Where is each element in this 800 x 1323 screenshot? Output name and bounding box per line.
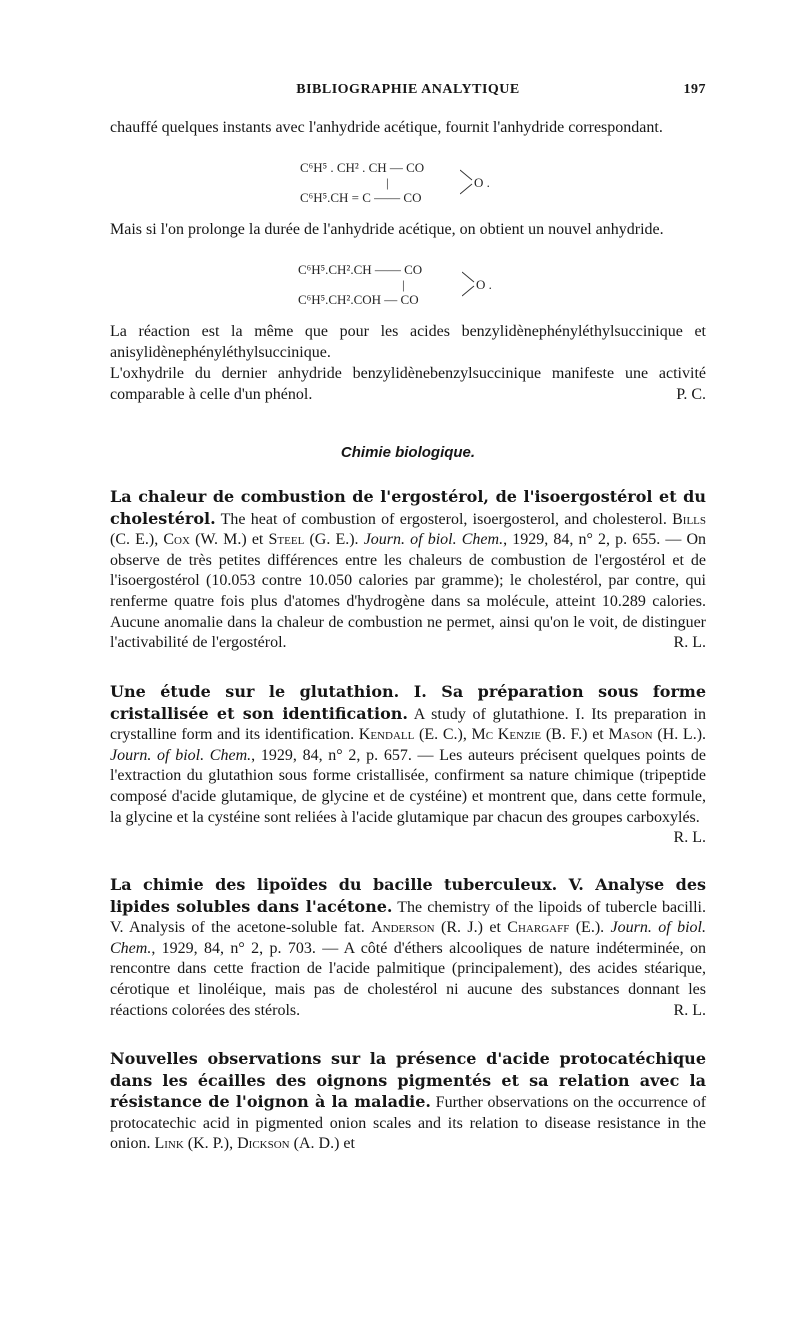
formula-1-bond: |	[386, 175, 389, 190]
author-name: Bills	[672, 510, 707, 528]
entry-english-title: A study of glutathione. I. Its preparation in crystalline form and its identification.	[110, 705, 707, 744]
intro-paragraph: chauffé quelques instants avec l'anhydride acétique, fournit l'anhydride correspondant.	[110, 119, 663, 136]
author-name: Anderson	[371, 919, 435, 937]
author-initials-inline: (K. P.),	[187, 1135, 238, 1153]
author-name: Link	[154, 1135, 184, 1153]
reaction-paragraph-1: La réaction est la même que pour les acides benzylidènephényléthylsuccinique et anisylidènephényléthylsuccinique.	[110, 323, 706, 361]
formula-1-row-1: C⁶H⁵ . CH² . CH — CO	[300, 160, 425, 175]
author-name: Kendall	[358, 726, 415, 744]
abstract-entry	[110, 682, 706, 849]
author-name: Mason	[608, 726, 653, 744]
reaction-paragraph-2	[110, 364, 706, 405]
formula-2-row-2: C⁶H⁵.CH².COH — CO	[298, 292, 419, 307]
entry-title: Nouvelles observations sur la présence d'acide protocatéchique dans les écailles des oignons pigmentés et sa relation avec la résistance de l'oignon à la maladie.	[110, 1049, 706, 1112]
citation: , 1929, 84, n° 2, p. 703. —	[151, 939, 344, 957]
abstract-text: A côté d'éthers alcooliques de nature indéterminée, on rencontre dans cette fraction de l'acide palmitique (principalement), des acides stéarique, cérotique et linoléique, mais pas de cholestérol ni aucune des substances donnant les réactions colorées des stérols.	[110, 939, 707, 1019]
running-title: BIBLIOGRAPHIE ANALYTIQUE	[296, 82, 520, 97]
author-initials-inline: (W. M.) et	[195, 531, 269, 549]
abstract-text: Les auteurs précisent quelques points de l'extraction du glutathion sous forme cristallisée, confirment sa nature chimique (tripeptide composé d'acide glutamique, de glycine et de cystéine) et montrent que, dans cette formule, la glycine et la cystéine sont reliées à l'acide glutamique par chacun des groupes carboxylés.	[110, 746, 706, 826]
section-title: Chimie biologique.	[340, 444, 476, 461]
abstract-entry	[110, 487, 706, 654]
citation: , 1929, 84, n° 2, p. 657. —	[251, 746, 440, 764]
author-initials-inline: (G. E.).	[309, 531, 359, 549]
abstract-text: On observe de très petites différences entre les chaleurs de combustion de l'ergostérol et de l'isoergostérol (10.053 contre 10.050 calories par gramme); le cholestérol, par contre, qui renferme quatre fois plus d'atomes d'hydrogène dans sa molécule, atteint 10.289 calories. Aucune anomalie dans la chaleur de combustion ne permet, ainsi qu'on le voit, de distinguer l'activabilité de l'ergostérol.	[110, 531, 707, 652]
author-name: Dickson	[237, 1135, 290, 1153]
formula-2-oxygen: O .	[476, 277, 492, 292]
journal-name: Journ. of biol. Chem.	[110, 746, 252, 764]
entry-english-title: The chemistry of the lipoids of tubercle bacilli. V. Analysis of the acetone-soluble fat.	[110, 898, 706, 937]
author-initials-inline: (E.).	[575, 919, 605, 937]
reaction-text: L'oxhydrile du dernier anhydride benzylidènebenzylsuccinique manifeste une activité comparable à celle d'un phénol.	[110, 365, 706, 403]
entry-english-title: The heat of combustion of ergosterol, isoergosterol, and cholesterol.	[220, 510, 667, 528]
chemical-formula-2	[298, 262, 528, 312]
author-initials-inline: (R. J.) et	[441, 919, 508, 937]
formula-2-bond: |	[402, 277, 405, 292]
chemical-formula-1	[300, 160, 520, 210]
citation: , 1929, 84, n° 2, p. 655. —	[503, 531, 687, 549]
page-number: 197	[683, 82, 706, 97]
formula-2-row-1: C⁶H⁵.CH².CH —— CO	[298, 262, 423, 277]
author-initials: R. L.	[673, 1001, 706, 1019]
author-initials: R. L.	[673, 634, 706, 652]
author-name: Steel	[268, 531, 305, 549]
abstract-entry	[110, 1049, 706, 1155]
author-initials-inline: (E. C.),	[419, 726, 472, 744]
formula-1-row-2: C⁶H⁵.CH = C —— CO	[300, 190, 422, 205]
entry-title: Une étude sur le glutathion. I. Sa préparation sous forme cristallisée et son identification.	[110, 682, 706, 723]
author-name: Mc Kenzie	[471, 726, 542, 744]
author-name: Chargaff	[507, 919, 570, 937]
author-initials: P. C.	[676, 385, 706, 403]
entry-english-title: Further observations on the occurrence of protocatechic acid in pigmented onion scales and its relation to disease resistance in the onion.	[110, 1094, 707, 1153]
author-initials: R. L.	[673, 829, 706, 847]
author-initials-inline: (C. E.),	[110, 531, 164, 549]
author-initials-inline: (H. L.).	[657, 726, 707, 744]
formula-1-oxygen: O .	[474, 175, 490, 190]
journal-name: Journ. of biol. Chem.	[363, 531, 504, 549]
entry-title: La chaleur de combustion de l'ergostérol, de l'isoergostérol et du cholestérol.	[110, 487, 706, 528]
author-name: Cox	[163, 531, 190, 549]
running-head	[110, 82, 706, 102]
author-initials-inline: (B. F.) et	[545, 726, 609, 744]
author-initials-inline: (A. D.) et	[293, 1135, 355, 1153]
abstract-entry	[110, 875, 706, 1021]
journal-name: Journ. of biol. Chem.	[110, 919, 706, 957]
mid-paragraph: Mais si l'on prolonge la durée de l'anhydride acétique, on obtient un nouvel anhydride.	[110, 221, 664, 238]
entry-title: La chimie des lipoïdes du bacille tuberculeux. V. Analyse des lipides solubles dans l'acétone.	[110, 875, 706, 916]
